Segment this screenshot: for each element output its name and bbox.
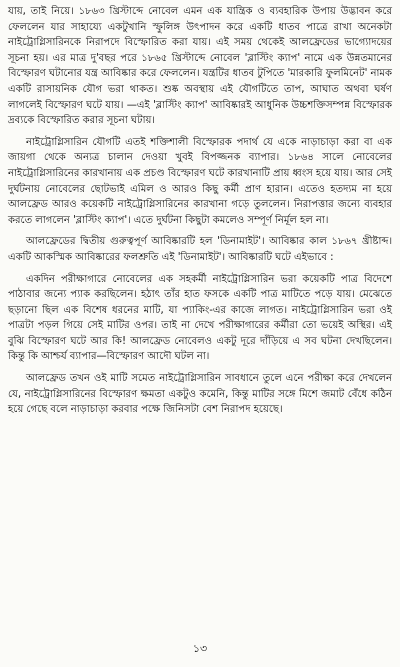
paragraph-4: একদিন পরীক্ষাগারে নোবেলের এক সহকর্মী নাইট্রোগ্লিসারিন ভরা কয়েকটি পাত্র বিদেশে পাঠাবার জন্যে প্যাক করছিলেন। হঠাৎ তাঁর হাত ফসকে একটি পাত্র মাটিতে পড়ে যায়। মেঝেতে ছড়ানো ছিল এক বিশেষ ধরনের মাটি, যা প্যাকিং-এর কাজে লাগত। নাইট্রোগ্লিসারিন ভরা ওই পাত্রটা পড়ল গিয়ে সেই মাটির ওপর। তাই না দেখে পরীক্ষাগারের কর্মীরা তো ভয়েই অস্থির। এই বুঝি বিস্ফোরণ ঘটে আর কি! আলফ্রেড নোবেলও একটু দূরে দাঁড়িয়ে এ সব ঘটনা দেখছিলেন। কিন্তু কি আশ্চর্য ব্যাপার—বিস্ফোরণ আদৌ ঘটল না। <box>8 273 392 363</box>
page-number: ১৩ <box>192 642 208 655</box>
paragraph-2: নাইট্রোগ্লিসারিন যৌগটি এতই শক্তিশালী বিস্ফোরক পদার্থ যে একে নাড়াচাড়া করা বা এক জায়গা থেকে অন্যত্র চালান দেওয়া খুবই বিপজ্জনক ব্যাপার। ১৮৬৪ সালে নোবেলের নাইট্রোগ্লিসারিনের কারখানায় এক প্রচণ্ড বিস্ফোরণ ঘটে কারখানাটি প্রায় ধ্বংস হয়ে যায়। আর সেই দুর্ঘটনায় নোবেলের ছোটভাই এমিল ও আরও কিছু কর্মী প্রাণ হারান। এতেও হতদ্যম না হয়ে আলফ্রেড আরও কয়েকটি নাইট্রোগ্লিসারিনের কারখানা গড়ে তুললেন। নিরাপত্তার জন্যে ব্যবহার করতে লাগলেন 'ব্লাস্টিং ক্যাপ'। এতে দুর্ঘটনা কিছুটা কমলেও সম্পূর্ণ নির্মূল হল না। <box>8 136 392 226</box>
paragraph-5: আলফ্রেড তখন ওই মাটি সমেত নাইট্রোগ্লিসারিন সাবধানে তুলে এনে পরীক্ষা করে দেখলেন যে, নাইট্রোগ্লিসারিনের বিস্ফোরণ ক্ষমতা একটুও কমেনি, কিন্তু মাটির সঙ্গে মিশে জমাট বেঁধে কঠিন হয়ে গেছে বলে নাড়াচাড়া করবার পক্ষে জিনিসটা বেশ নিরাপদ হয়েছে। <box>8 373 392 416</box>
paragraph-3: আলফ্রেডের দ্বিতীয় গুরুত্বপূর্ণ আবিষ্কারটি হল 'ডিনামাইট'। আবিষ্কার কাল ১৮৬৭ খ্রীষ্টাব্দ। একটি আকস্মিক আবিষ্কারের ফলশ্রুতি এই 'ডিনামাইট'। আবিষ্কারটি ঘটে এইভাবে : <box>8 236 392 263</box>
paragraph-1: যায়, তাই নিয়ে। ১৮৬৩ খ্রিস্টাব্দে নোবেল এমন এক যান্ত্রিক ও ব্যবহারিক উপায় উদ্ভাবন করে ফেললেন যার সাহায্যে একটুখানি স্ফুলিঙ্গ উৎপাদন করে একটি ধাতব পাত্রে রাখা অনেকটা নাইট্রোগ্লিসারিনকে নিরাপদে বিস্ফোরিত করা যায়। এই সময় থেকেই আলফ্রেডের ভাগ্যোদয়ের সূচনা হয়। এর মাত্র দু'বছর পরে ১৮৬৫ খ্রিস্টাব্দে নোবেল 'ব্লাস্টিং ক্যাপ' নামে এক উন্নতমানের বিস্ফোরণ ঘটানোর যন্ত্র আবিষ্কার করে ফেললেন। যন্ত্রটির ধাতব টুপিতে 'মারকারি ফুলমিনেট' নামক একটি রাসায়নিক যৌগ ভরা থাকত। শুষ্ক অবস্থায় এই যৌগটিতে তাপ, আঘাত অথবা ঘর্ষণ লাগলেই বিস্ফোরণ ঘটে যায়। —এই 'ব্লাস্টিং ক্যাপ' আবিষ্কারই আধুনিক উচ্চশক্তিসম্পন্ন বিস্ফোরক দ্রব্যকে বিস্ফোরিত করার সূচনা ঘটায়। <box>8 6 392 127</box>
